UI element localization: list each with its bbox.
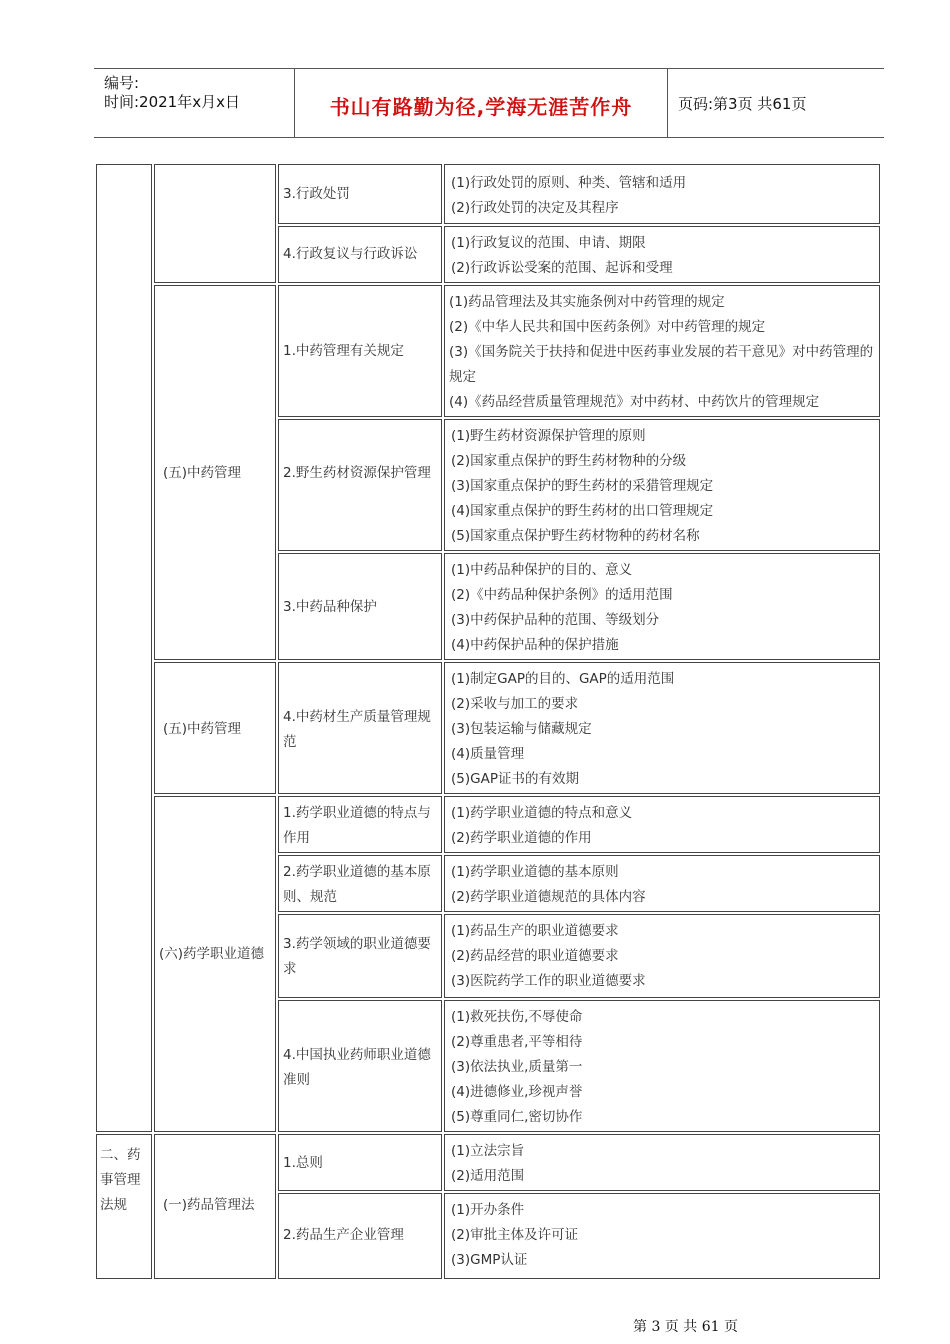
content-list (451, 558, 877, 658)
header-motto-cell (295, 69, 668, 137)
group-label: (六)药学职业道德 (159, 946, 265, 962)
content-item: (1)药品生产的职业道德要求 (451, 923, 619, 939)
content-cell (444, 419, 880, 551)
content-item: (1)行政处罚的原则、种类、管辖和适用 (451, 175, 687, 191)
content-item: (4)质量管理 (451, 746, 525, 762)
content-item: (1)药学职业道德的基本原则 (451, 864, 619, 880)
topic-label: 2.药品生产企业管理 (283, 1227, 404, 1243)
section-cell (96, 164, 152, 1132)
motto: 书山有路勤为径,学海无涯苦作舟 (329, 95, 633, 119)
content-item: (3)中药保护品种的范围、等级划分 (451, 612, 660, 628)
content-list (451, 1005, 877, 1130)
topic-cell (278, 914, 442, 998)
content-item: (1)野生药材资源保护管理的原则 (451, 428, 646, 444)
group-cell (154, 796, 276, 1132)
topic-cell (278, 1193, 442, 1279)
content-item: (2)行政处罚的决定及其程序 (451, 200, 619, 216)
content-item: (4)中药保护品种的保护措施 (451, 637, 619, 653)
topic-cell (278, 226, 442, 283)
topic-label: 4.中国执业药师职业道德准则 (283, 1047, 431, 1088)
group-label: (五)中药管理 (163, 721, 242, 737)
content-cell (444, 855, 880, 912)
topic-cell (278, 662, 442, 794)
content-cell (444, 226, 880, 283)
topic-cell (278, 164, 442, 224)
topic-label: 3.中药品种保护 (283, 599, 377, 615)
content-list (451, 919, 877, 994)
content-item: (2)尊重患者,平等相待 (451, 1034, 583, 1050)
content-item: (4)国家重点保护的野生药材的出口管理规定 (451, 503, 714, 519)
topic-cell (278, 419, 442, 551)
content-item: (2)药学职业道德规范的具体内容 (451, 889, 646, 905)
content-cell (444, 1193, 880, 1279)
group-cell (154, 285, 276, 660)
content-cell (444, 553, 880, 660)
content-list (451, 231, 877, 281)
topic-cell (278, 855, 442, 912)
content-item: (4)《药品经营质量管理规范》对中药材、中药饮片的管理规定 (449, 394, 820, 410)
content-item: (4)进德修业,珍视声誉 (451, 1084, 583, 1100)
group-label: (五)中药管理 (163, 465, 242, 481)
content-item: (2)适用范围 (451, 1168, 525, 1184)
content-item: (2)采收与加工的要求 (451, 696, 579, 712)
topic-label: 3.行政处罚 (283, 186, 350, 202)
content-item: (1)药品管理法及其实施条例对中药管理的规定 (449, 294, 725, 310)
content-item: (3)GMP认证 (451, 1252, 528, 1268)
topic-cell (278, 1000, 442, 1132)
content-cell (444, 1000, 880, 1132)
time-label: 时间:2021年x月x日 (104, 93, 240, 111)
content-cell (444, 914, 880, 998)
content-item: (5)国家重点保护野生药材物种的药材名称 (451, 528, 700, 544)
syllabus-table (96, 164, 880, 1279)
group-label: (一)药品管理法 (163, 1197, 255, 1213)
topic-label: 2.药学职业道德的基本原则、规范 (283, 864, 431, 905)
content-item: (1)制定GAP的目的、GAP的适用范围 (451, 671, 675, 687)
content-list (449, 290, 877, 415)
content-item: (1)开办条件 (451, 1202, 525, 1218)
content-list (451, 424, 877, 549)
content-item: (2)《中华人民共和国中医药条例》对中药管理的规定 (449, 319, 766, 335)
content-list (451, 860, 877, 910)
topic-label: 3.药学领域的职业道德要求 (283, 936, 431, 977)
content-item: (1)立法宗旨 (451, 1143, 525, 1159)
content-item: (3)依法执业,质量第一 (451, 1059, 583, 1075)
content-item: (5)尊重同仁,密切协作 (451, 1109, 583, 1125)
content-item: (2)《中药品种保护条例》的适用范围 (451, 587, 673, 603)
content-list (451, 1198, 877, 1273)
group-cell (154, 164, 276, 283)
topic-cell (278, 553, 442, 660)
content-cell (444, 662, 880, 794)
header-meta (94, 69, 295, 137)
section-cell (96, 1134, 152, 1279)
content-cell (444, 1134, 880, 1191)
header-page-cell (668, 69, 884, 137)
content-item: (5)GAP证书的有效期 (451, 771, 579, 787)
topic-label: 1.总则 (283, 1155, 323, 1171)
topic-label: 1.药学职业道德的特点与作用 (283, 805, 431, 846)
topic-cell (278, 796, 442, 853)
topic-label: 4.行政复议与行政诉讼 (283, 246, 418, 262)
content-item: (2)药品经营的职业道德要求 (451, 948, 619, 964)
topic-cell (278, 285, 442, 417)
content-item: (1)中药品种保护的目的、意义 (451, 562, 633, 578)
group-cell (154, 662, 276, 794)
content-cell (444, 285, 880, 417)
content-cell (444, 164, 880, 224)
topic-label: 1.中药管理有关规定 (283, 343, 404, 359)
topic-cell (278, 1134, 442, 1191)
topic-label: 4.中药材生产质量管理规范 (283, 709, 431, 750)
page-number-label: 页码:第3页 共61页 (678, 95, 807, 113)
content-item: (2)国家重点保护的野生药材物种的分级 (451, 453, 687, 469)
content-item: (2)行政诉讼受案的范围、起诉和受理 (451, 260, 673, 276)
content-item: (1)行政复议的范围、申请、期限 (451, 235, 646, 251)
number-label: 编号: (104, 74, 140, 92)
content-list (451, 1139, 877, 1189)
group-cell (154, 1134, 276, 1279)
page-header (94, 68, 884, 138)
content-cell (444, 796, 880, 853)
content-item: (3)包装运输与储藏规定 (451, 721, 592, 737)
section-label: 二、药事管理法规 (100, 1147, 141, 1213)
content-item: (2)药学职业道德的作用 (451, 830, 592, 846)
content-item: (2)审批主体及许可证 (451, 1227, 579, 1243)
content-item: (1)药学职业道德的特点和意义 (451, 805, 633, 821)
page-footer: 第 3 页 共 61 页 (633, 1319, 738, 1335)
content-item: (3)《国务院关于扶持和促进中医药事业发展的若干意见》对中药管理的规定 (449, 344, 874, 385)
topic-label: 2.野生药材资源保护管理 (283, 465, 431, 481)
content-item: (3)医院药学工作的职业道德要求 (451, 973, 646, 989)
content-item: (3)国家重点保护的野生药材的采猎管理规定 (451, 478, 714, 494)
content-list (451, 801, 877, 851)
content-list (451, 667, 877, 792)
content-item: (1)救死扶伤,不辱使命 (451, 1009, 583, 1025)
content-list (451, 171, 877, 221)
